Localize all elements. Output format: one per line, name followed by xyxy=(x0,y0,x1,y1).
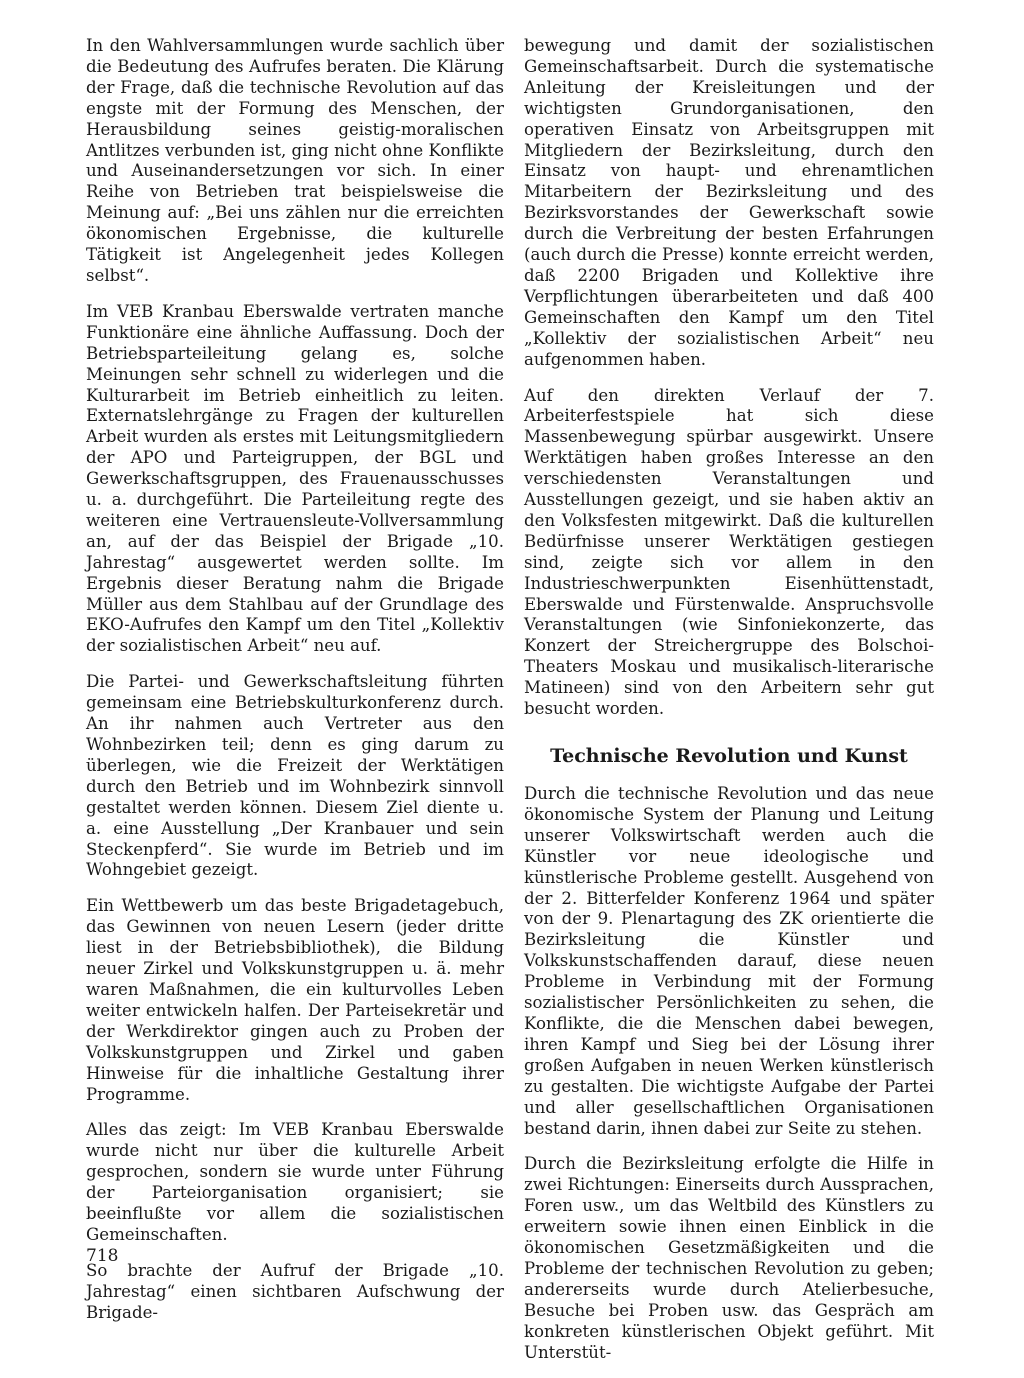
right-column xyxy=(524,36,934,1378)
paragraph: In den Wahlversammlungen wurde sachlich über die Bedeutung des Aufrufes beraten. Die Klärung der Frage, daß die technische Revolution auf das engste mit der Formung des Menschen, der Herausbildung seines geistig-moralischen Antlitzes verbunden ist, ging nicht ohne Konflikte und Auseinandersetzungen vor sich. In einer Reihe von Betrieben trat beispielsweise die Meinung auf: „Bei uns zählen nur die erreichten ökonomischen Ergebnisse, die kulturelle Tätigkeit ist Angelegenheit jedes Kollegen selbst“. xyxy=(86,36,504,285)
left-column xyxy=(86,36,504,1339)
paragraph: Ein Wettbewerb um das beste Brigadetagebuch, das Gewinnen von neuen Lesern (jeder dritte liest in der Betriebsbibliothek), die Bildung neuer Zirkel und Volkskunstgruppen u. ä. mehr waren Maßnahmen, die ein kulturvolles Leben weiter entwickeln halfen. Der Parteisekretär und der Werkdirektor gingen auch zu Proben der Volkskunstgruppen und Zirkel und gaben Hinweise für die inhaltliche Gestaltung ihrer Programme. xyxy=(86,896,504,1104)
paragraph: Auf den direkten Verlauf der 7. Arbeiterfestspiele hat sich diese Massenbewegung spürbar ausgewirkt. Unsere Werktätigen haben großes Interesse an den verschiedensten Veranstaltungen und Ausstellungen gezeigt, und sie haben aktiv an den Volksfesten mitgewirkt. Daß die kulturellen Bedürfnisse unserer Werktätigen gestiegen sind, zeigte sich vor allem in den Industrieschwerpunkten Eisenhüttenstadt, Eberswalde und Fürstenwalde. Anspruchsvolle Veranstaltungen (wie Sinfoniekonzerte, das Konzert der Streichergruppe des Bolschoi-Theaters Moskau und musikalisch-literarische Matineen) sind von den Arbeitern sehr gut besucht worden. xyxy=(524,385,934,719)
paragraph: So brachte der Aufruf der Brigade „10. Jahrestag“ einen sichtbaren Aufschwung der Brigade- xyxy=(86,1260,504,1322)
paragraph: Alles das zeigt: Im VEB Kranbau Eberswalde wurde nicht nur über die kulturelle Arbeit gesprochen, sondern sie wurde unter Führung der Parteiorganisation organisiert; sie beeinflußte vor allem die sozialistischen Gemeinschaften. xyxy=(86,1120,504,1244)
section-heading: Technische Revolution und Kunst xyxy=(550,745,908,767)
paragraph: Durch die Bezirksleitung erfolgte die Hilfe in zwei Richtungen: Einerseits durch Aussprachen, Foren usw., um das Weltbild des Künstlers zu erweitern sowie ihnen einen Einblick in die ökonomischen Gesetzmäßigkeiten und die Probleme der technischen Revolution zu geben; andererseits wurde durch Atelierbesuche, Besuche bei Proben usw. das Gespräch am konkreten künstlerischen Objekt geführt. Mit Unterstüt- xyxy=(524,1154,934,1362)
paragraph: Im VEB Kranbau Eberswalde vertraten manche Funktionäre eine ähnliche Auffassung. Doch der Betriebsparteileitung gelang es, solche Meinungen sehr schnell zu widerlegen und die Kulturarbeit im Betrieb einheitlich zu leiten. Externatslehrgänge zu Fragen der kulturellen Arbeit wurden als erstes mit Leitungsmitgliedern der APO und Parteigruppen, der BGL und Gewerkschaftsgruppen, des Frauenausschusses u. a. durchgeführt. Die Parteileitung regte des weiteren eine Vertrauensleute-Vollversammlung an, auf der das Beispiel der Brigade „10. Jahrestag“ ausgewertet werden sollte. Im Ergebnis dieser Beratung nahm die Brigade Müller aus dem Stahlbau auf der Grundlage des EKO-Aufrufes den Kampf um den Titel „Kollektiv der sozialistischen Arbeit“ neu auf. xyxy=(86,301,504,656)
paragraph: bewegung und damit der sozialistischen Gemeinschaftsarbeit. Durch die systematische Anleitung der Kreisleitungen und der wichtigsten Grundorganisationen, den operativen Einsatz von Arbeitsgruppen mit Mitgliedern der Bezirksleitung, durch den Einsatz von haupt- und ehrenamtlichen Mitarbeitern der Bezirksleitung und des Bezirksvorstandes der Gewerkschaft sowie durch die Verbreitung der besten Erfahrungen (auch durch die Presse) konnte erreicht werden, daß 2200 Brigaden und Kollektive ihre Verpflichtungen überarbeiteten und daß 400 Gemeinschaften den Kampf um den Titel „Kollektiv der sozialistischen Arbeit“ neu aufgenommen haben. xyxy=(524,36,934,369)
page-number: 718 xyxy=(86,1246,119,1266)
paragraph: Durch die technische Revolution und das neue ökonomische System der Planung und Leitung unserer Volkswirtschaft werden auch die Künstler vor neue ideologische und künstlerische Probleme gestellt. Ausgehend von der 2. Bitterfelder Konferenz 1964 und später von der 9. Plenartagung des ZK orientierte die Bezirksleitung die Künstler und Volkskunstschaffenden darauf, diese neuen Probleme in Verbindung mit der Formung sozialistischer Persönlichkeiten zu sehen, die Konflikte, die die Menschen dabei bewegen, ihren Kampf und Sieg bei der Lösung ihrer großen Aufgaben in neuen Werken künstlerisch zu gestalten. Die wichtigste Aufgabe der Partei und aller gesellschaftlichen Organisationen bestand darin, ihnen dabei zur Seite zu stehen. xyxy=(524,784,934,1138)
paragraph: Die Partei- und Gewerkschaftsleitung führten gemeinsam eine Betriebskulturkonferenz durch. An ihr nahmen auch Vertreter aus den Wohnbezirken teil; denn es ging darum zu überlegen, wie die Freizeit der Werktätigen durch den Betrieb und im Wohnbezirk sinnvoll gestaltet werden können. Diesem Ziel diente u. a. eine Ausstellung „Der Kranbauer und sein Steckenpferd“. Sie wurde im Betrieb und im Wohngebiet gezeigt. xyxy=(86,672,504,880)
